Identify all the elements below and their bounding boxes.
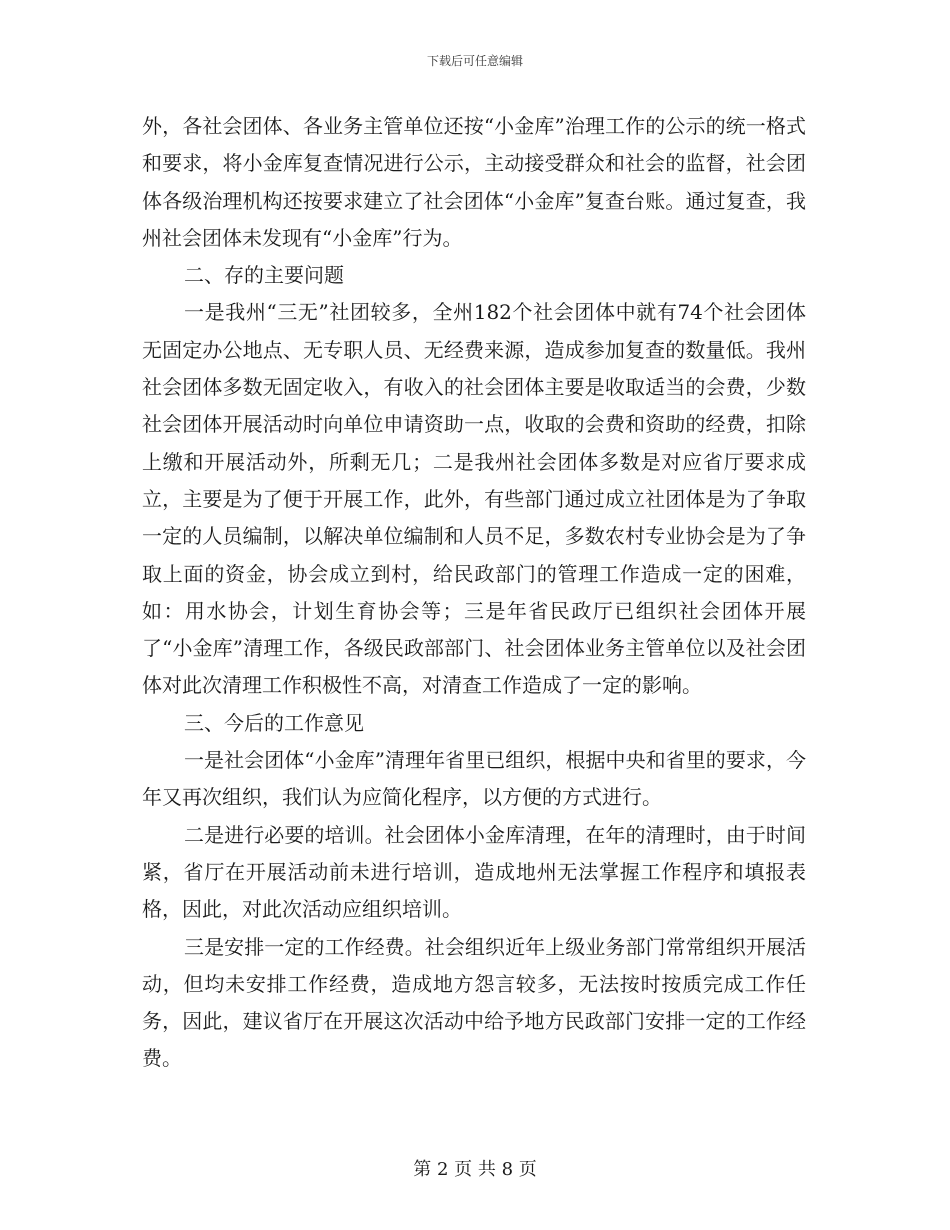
page-number-footer: 第 2 页 共 8 页 (413, 1159, 537, 1180)
paragraph-opinion-1: 一是社会团体“小金库”清理年省里已组织，根据中央和省里的要求，今年又再次组织，我们认为应简化程序，以方便的方式进行。 (142, 748, 806, 810)
paragraph-opinion-3: 三是安排一定的工作经费。社会组织近年上级业务部门常常组织开展活动，但均未安排工作经费，造成地方怨言较多，无法按时按质完成工作任务，因此，建议省厅在开展这次活动中给予地方民政部门安排一定的工作经费。 (142, 934, 806, 1071)
page-header-note: 下载后可任意编辑 (426, 54, 523, 68)
paragraph-opinion-2: 二是进行必要的培训。社会团体小金库清理，在年的清理时，由于时间紧，省厅在开展活动前未进行培训，造成地州无法掌握工作程序和填报表格，因此，对此次活动应组织培训。 (142, 822, 806, 922)
section-heading-main-problems: 二、存的主要问题 (184, 263, 344, 288)
paragraph-problems: 一是我州“三无”社团较多，全州182个社会团体中就有74个社会团体无固定办公地点、无专职人员、无经费来源，造成参加复查的数量低。我州社会团体多数无固定收入，有收入的社会团体主要是收取适当的会费，少数社会团体开展活动时向单位申请资助一点，收取的会费和资助的经费，扣除上缴和开展活动外，所剩无几；二是我州社会团体多数是对应省厅要求成立，主要是为了便于开展工作，此外，有些部门通过成立社团体是为了争取一定的人员编制，以解决单位编制和人员不足，多数农村专业协会是为了争取上面的资金，协会成立到村，给民政部门的管理工作造成一定的困难，如：用水协会，计划生育协会等；三是年省民政厅已组织社会团体开展了“小金库”清理工作，各级民政部部门、社会团体业务主管单位以及社会团体对此次清理工作积极性不高，对清查工作造成了一定的影响。 (142, 300, 806, 698)
paragraph-continuation: 外，各社会团体、各业务主管单位还按“小金库”治理工作的公示的统一格式和要求，将小金库复查情况进行公示，主动接受群众和社会的监督，社会团体各级治理机构还按要求建立了社会团体“小金库”复查台账。通过复查，我州社会团体未发现有“小金库”行为。 (142, 114, 806, 250)
document-body (142, 108, 806, 1078)
section-heading-future-work: 三、今后的工作意见 (184, 710, 364, 735)
